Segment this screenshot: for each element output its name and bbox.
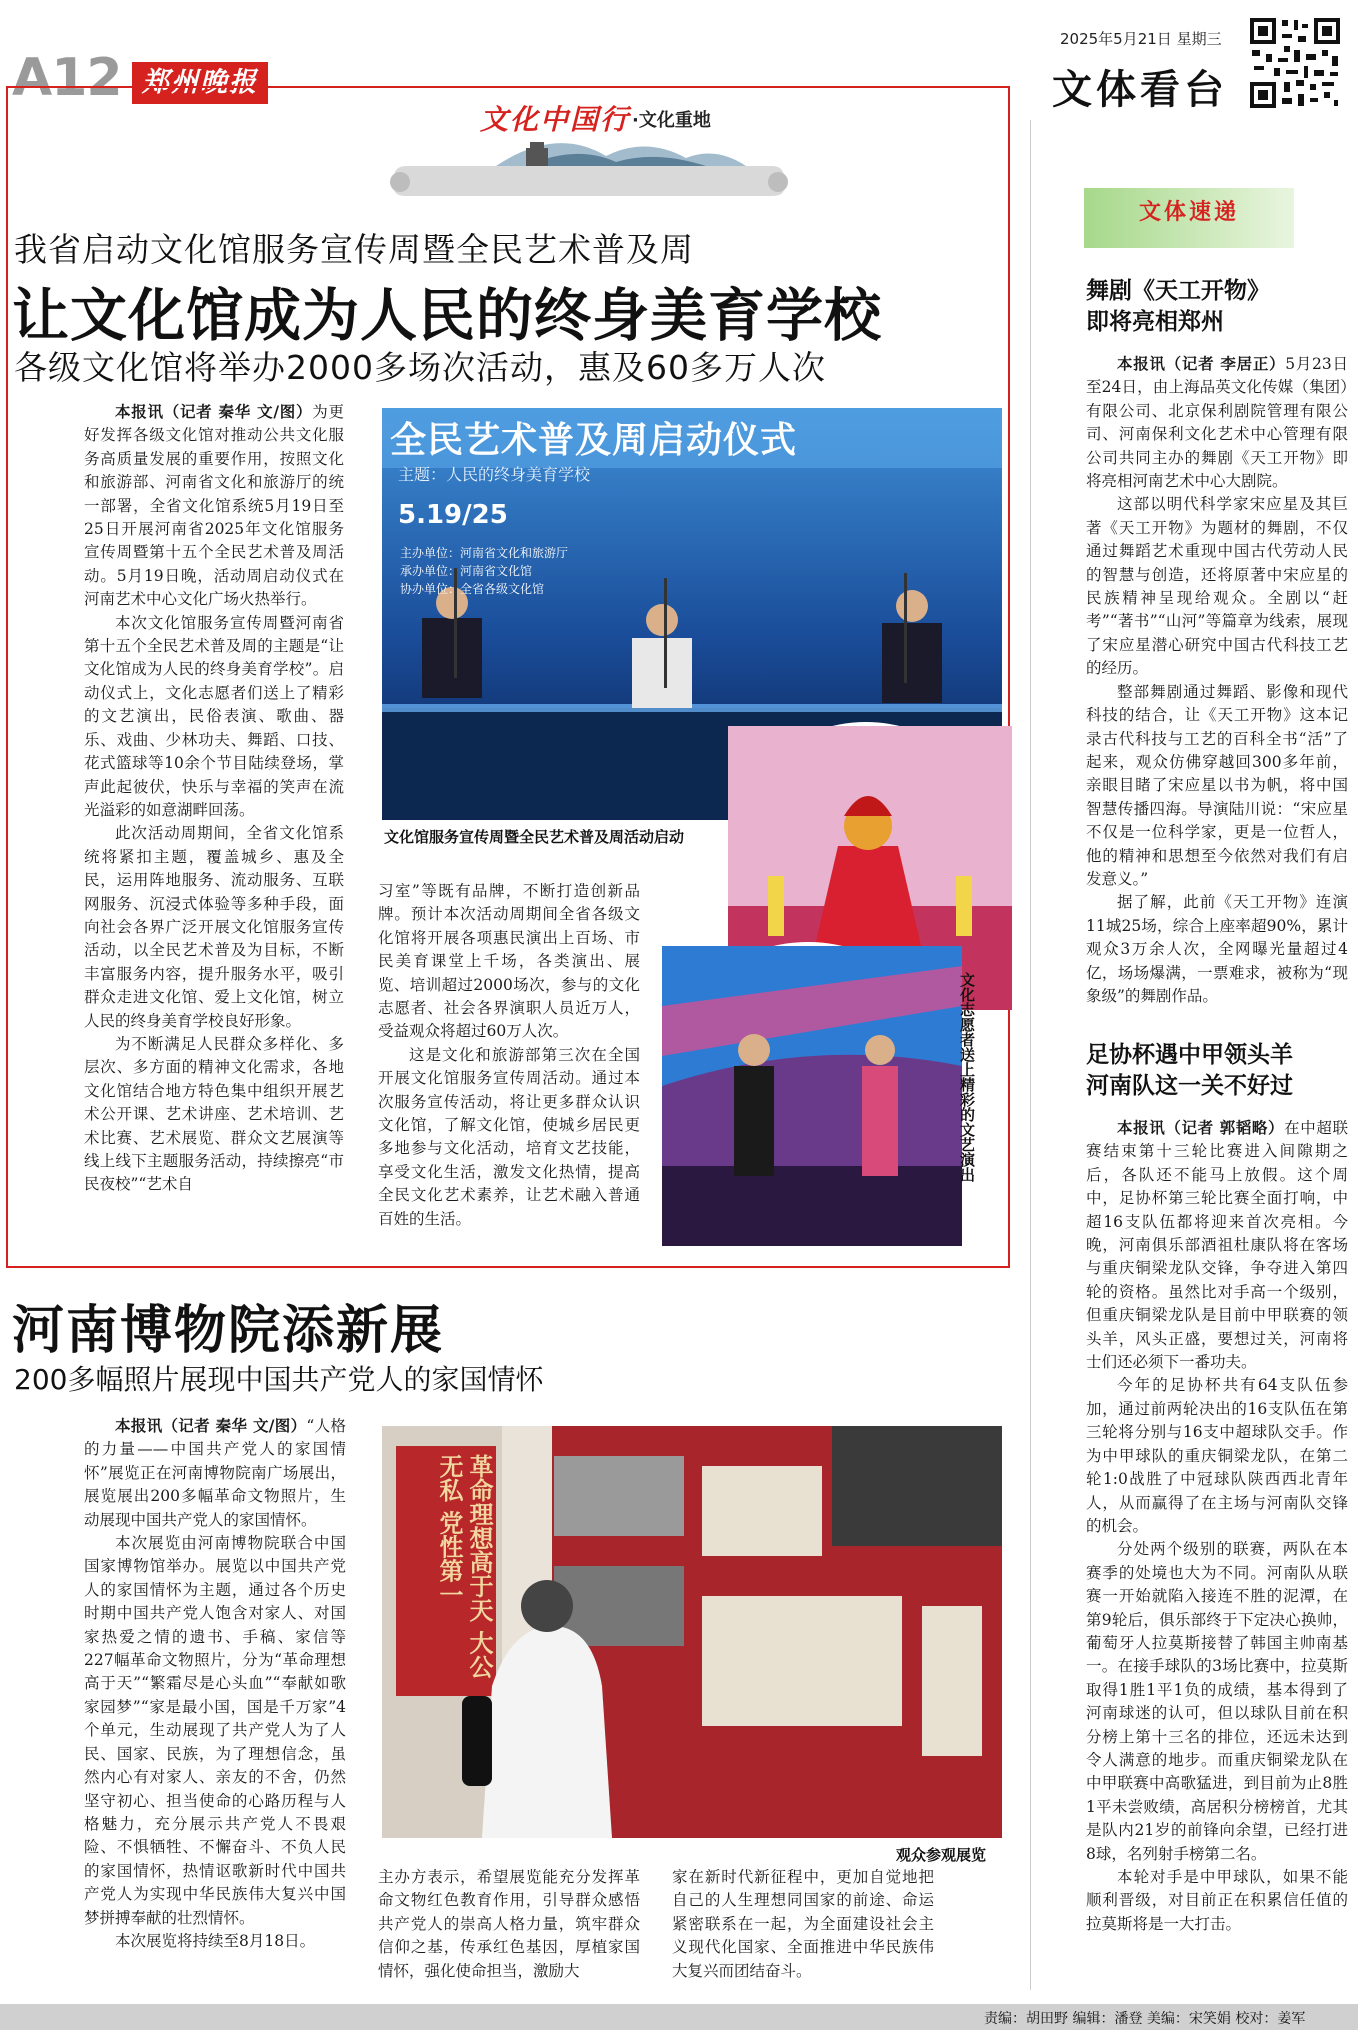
editor-credits: 责编：胡田野 编辑：潘登 美编：宋笑娟 校对：姜军 (984, 2011, 1306, 2027)
story1-column-1 (84, 400, 344, 1240)
title-line: 足协杯遇中甲领头羊 (1086, 1042, 1293, 1068)
story2-headline: 河南博物院添新展 (12, 1300, 445, 1361)
red-banner-text: 革命理想高于天 大公无私 党性第一 (435, 1454, 494, 1679)
story2-paragraph: 主办方表示，希望展览能充分发挥革命文物红色教育作用，引导群众感悟共产党人的崇高人格力量，筑牢群众信仰之基，传承红色基因，厚植家国情怀，强化使命担当，激励大 (378, 1868, 640, 1980)
sidebar-paragraph: 本轮对手是中甲球队，如果不能顺利晋级，对目前正在积累信任值的拉莫斯将是一大打击。 (1086, 1868, 1348, 1933)
sidebar-paragraph: 5月23日至24日，由上海品英文化传媒（集团）有限公司、北京保利剧院管理有限公司、河南保利文化艺术中心管理有限公司共同主办的舞剧《天工开物》即将亮相河南艺术中心大剧院。 (1086, 355, 1348, 491)
singer-performance-photo (658, 942, 958, 1242)
sidebar-story1-title (1086, 276, 1270, 338)
issue-date: 2025年5月21日 星期三 (1060, 30, 1222, 48)
page-number: A12 (12, 48, 122, 108)
sidebar-paragraph: 分处两个级别的联赛，两队在本赛季的处境也大为不同。河南队从联赛一开始就陷入接连不胜的泥潭，在第9轮后，俱乐部终于下定决心换帅，葡萄牙人拉莫斯接替了韩国主帅南基一。在接手球队的3场比赛中，拉莫斯取得1胜1平1负的成绩，基本得到了河南球迷的认可，但以球队目前在积分榜上第十三名的排位，还远未达到令人满意的地步。而重庆铜梁龙队在中甲联赛中高歌猛进，到目前为止8胜1平未尝败绩，高居积分榜榜首，尤其是队内21岁的前锋向余望，已经打进8球，名列射手榜第二名。 (1086, 1540, 1348, 1863)
title-line: 即将亮相郑州 (1086, 309, 1224, 335)
story1-paragraph: 本次文化馆服务宣传周暨河南省第十五个全民艺术普及周的主题是“让文化馆成为人民的终身美育学校”。启动仪式上，文化志愿者们送上了精彩的文艺演出，民俗表演、歌曲、器乐、戏曲、少林功夫、舞蹈、口技、花式篮球等10余个节目陆续登场，掌声此起彼伏，快乐与幸福的笑声在流光溢彩的如意湖畔回荡。 (84, 613, 344, 819)
story2-paragraph: 本次展览将持续至8月18日。 (115, 1931, 316, 1950)
sidebar-byline: 本报讯（记者 郭韬略） (1117, 1118, 1285, 1137)
story1-byline: 本报讯（记者 秦华 文/图） (115, 402, 313, 421)
story1-kicker: 我省启动文化馆服务宣传周暨全民艺术普及周 (14, 230, 694, 269)
stage-screen-title: 全民艺术普及周启动仪式 (390, 420, 798, 461)
sidebar-paragraph: 今年的足协杯共有64支队伍参加，通过前两轮决出的16支队伍在第三轮将分别与16支中超球队交手。作为中甲球队的重庆铜梁龙队，在第二轮1:0战胜了中冠球队陕西西北青年人，从而赢得了在主场与河南队交锋的机会。 (1086, 1376, 1348, 1535)
sidebar-story2-body (1086, 1116, 1348, 1996)
stage-screen-date: 5.19/25 (398, 500, 508, 530)
qr-code (1248, 16, 1342, 110)
story1-paragraph: 为不断满足人民群众多样化、多层次、多方面的精神文化需求，各地文化馆结合地方特色集中组织开展艺术公开课、艺术讲座、艺术培训、艺术比赛、艺术展览、群众文艺展演等线上线下主题服务活动，持续擦亮“市民夜校”“艺术自 (84, 1034, 344, 1194)
story2-paragraph: 家在新时代新征程中，更加自觉地把自己的人生理想同国家的前途、命运紧密联系在一起，为全面建设社会主义现代化国家、全面推进中华民族伟大复兴而团结奋斗。 (672, 1868, 934, 1980)
photo-caption: 文化馆服务宣传周暨全民艺术普及周活动启动 (384, 828, 685, 846)
stage-screen-organizer: 协办单位：全省各级文化馆 (400, 582, 545, 596)
story1-paragraph: 这是文化和旅游部第三次在全国开展文化馆服务宣传周活动。通过本次服务宣传活动，将让更多群众认识文化馆，了解文化馆，使城乡居民更多地参与文化活动，培育文艺技能，享受文化生活，激发文化热情，提高全民文化艺术素养，让艺术融入普通百姓的生活。 (378, 1045, 640, 1228)
banner-subtitle: ·文化重地 (632, 110, 711, 131)
story1-column-2 (378, 880, 640, 1240)
story2-column-2 (378, 1866, 640, 1996)
sidebar-divider (1030, 120, 1031, 1990)
story2-column-3 (672, 1866, 934, 1996)
story1-paragraph: 此次活动周期间，全省文化馆系统将紧扣主题，覆盖城乡、惠及全民，运用阵地服务、流动服务、互联网服务、沉浸式体验等多种手段，面向社会各界广泛开展文化馆服务宣传活动，以全民艺术普及为目标，不断丰富服务内容，提升服务水平，吸引群众走进文化馆、爱上文化馆，树立人民的终身美育学校良好形象。 (84, 824, 344, 1030)
story1-paragraph: 为更好发挥各级文化馆对推动公共文化服务高质量发展的重要作用，按照文化和旅游部、河南省文化和旅游厅的统一部署，全省文化馆系统5月19日至25日开展河南省2025年文化馆服务宣传周暨第十五个全民艺术普及周活动。5月19日晚，活动周启动仪式在河南艺术中心文化广场火热举行。 (84, 403, 344, 609)
story1-subhead: 各级文化馆将举办2000多场次活动，惠及60多万人次 (14, 348, 826, 387)
stage-screen-organizer: 承办单位：河南省文化馆 (400, 564, 533, 578)
sidebar-paragraph: 据了解，此前《天工开物》连演11城25场，综合上座率超90%，累计观众3万余人次，全网曝光量超过4亿，场场爆满，一票难求，被称为“现象级”的舞剧作品。 (1086, 893, 1348, 1005)
sidebar-paragraph: 整部舞剧通过舞蹈、影像和现代科技的结合，让《天工开物》这本记录古代科技与工艺的百科全书“活”了起来，观众仿佛穿越回300多年前，亲眼目睹了宋应星以书为帆，将中国智慧传播四海。导演陆川说：“宋应星不仅是一位科学家，更是一位哲人，他的精神和思想至今依然对我们有启发意义。” (1086, 682, 1348, 888)
stage-screen-organizer: 主办单位：河南省文化和旅游厅 (400, 546, 569, 560)
story2-column-1 (84, 1414, 346, 1996)
sidebar-byline: 本报讯（记者 李居正） (1117, 354, 1286, 373)
photo-caption: 观众参观展览 (896, 1846, 987, 1864)
title-line: 舞剧《天工开物》 (1086, 278, 1270, 304)
story2-byline: 本报讯（记者 秦华 文/图） (115, 1416, 307, 1435)
sidebar-story2-title (1086, 1040, 1293, 1102)
masthead-logo: 郑州晚报 (132, 62, 268, 104)
story2-paragraph: “人格的力量——中国共产党人的家国情怀”展览正在河南博物院南广场展出，展览展出200多幅革命文物照片，生动展现中国共产党人的家国情怀。 (84, 1417, 346, 1529)
title-line: 河南队这一关不好过 (1086, 1073, 1293, 1099)
stage-screen-theme: 主题：人民的终身美育学校 (398, 465, 591, 484)
section-title: 文体看台 (1052, 67, 1228, 113)
sidebar-story1-body (1086, 352, 1348, 1005)
story2-paragraph: 本次展览由河南博物院联合中国国家博物馆举办。展览以中国共产党人的家国情怀为主题，通过各个历史时期中国共产党人饱含对家人、对国家热爱之情的遗书、手稿、家信等227幅革命文物照片，分为“革命理想高于天”“繁霜尽是心头血”“奉献如歌家园梦”“家是最小国，国是千万家”4个单元，生动展现了共产党人为了人民、国家、民族，为了理想信念，虽然内心有对家人、亲友的不舍，仍然坚守初心、担当使命的心路历程与人格魅力，充分展示共产党人不畏艰险、不惧牺牲、不懈奋斗、不负人民的家国情怀，热情讴歌新时代中国共产党人为实现中华民族伟大复兴中国梦拼搏奉献的壮烈情怀。 (84, 1534, 346, 1927)
story1-paragraph: 习室”等既有品牌，不断打造创新品牌。预计本次活动周期间全省各级文化馆将开展各项惠民演出上百场、市民美育课堂上千场，各类演出、展览、培训超过2000场次，参与的文化志愿者、社会各界演职人员近万人，受益观众将超过60万人次。 (378, 882, 640, 1041)
banner-title: 文化中国行 (480, 103, 631, 136)
sidebar-paragraph: 在中超联赛结束第十三轮比赛进入间隙期之后，各队还不能马上放假。这个周中，足协杯第三轮比赛全面打响，中超16支队伍都将迎来首次亮相。今晚，河南俱乐部酒祖杜康队将在客场与重庆铜梁龙队交锋，争夺进入第四轮的资格。虽然比对手高一个级别，但重庆铜梁龙队是目前中甲联赛的领头羊，风头正盛，要想过关，河南将士们还必须下一番功夫。 (1086, 1119, 1348, 1372)
photo-caption-vertical: 文化志愿者送上精彩的文艺演出 (958, 972, 976, 1182)
story1-headline: 让文化馆成为人民的终身美育学校 (12, 282, 882, 349)
sidebar-label: 文体速递 (1084, 188, 1294, 248)
story2-subhead: 200多幅照片展现中国共产党人的家国情怀 (14, 1363, 544, 1396)
sidebar-paragraph: 这部以明代科学家宋应星及其巨著《天工开物》为题材的舞剧，不仅通过舞蹈艺术重现中国古代劳动人民的智慧与创造，还将原著中宋应星的民族精神呈现给观众。全剧以“赶考”“著书”“山河”等篇章为线索，展现了宋应星潜心研究中国古代科技工艺的经历。 (1086, 495, 1348, 678)
